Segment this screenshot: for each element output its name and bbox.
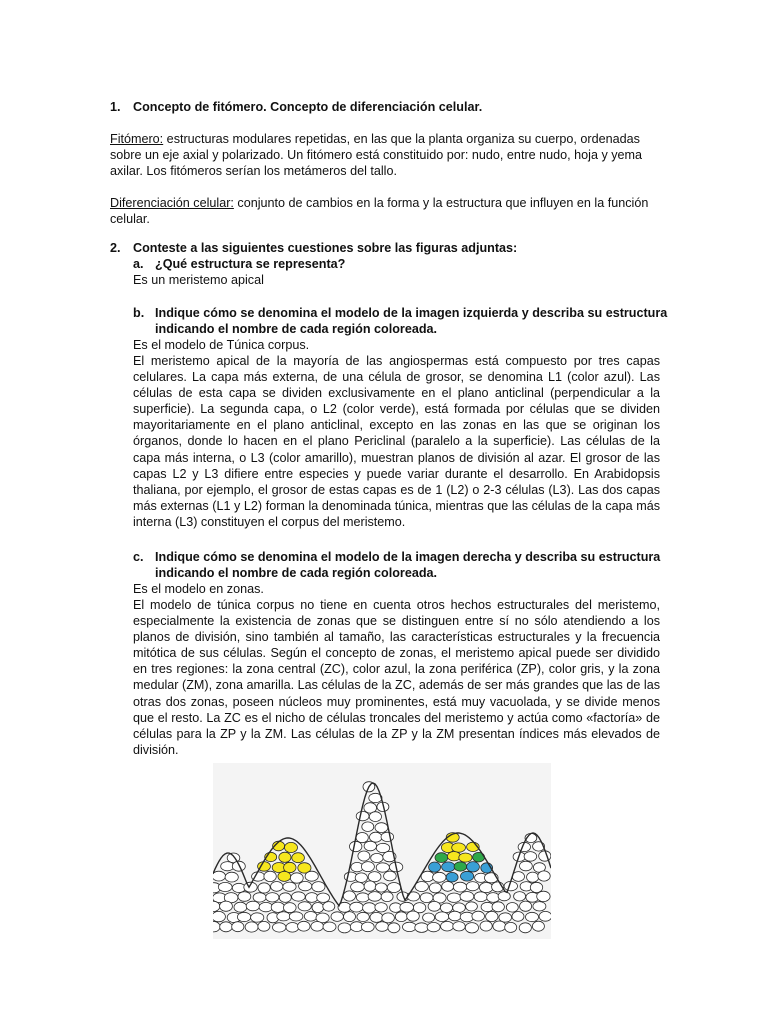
question-2-heading: Conteste a las siguientes cuestiones sobre las figuras adjuntas:: [133, 241, 518, 255]
cell: [537, 891, 550, 901]
cell: [289, 912, 303, 921]
cell: [530, 882, 542, 892]
cell: [533, 902, 546, 911]
cell: [520, 861, 533, 871]
cell: [311, 922, 324, 932]
cell: [370, 912, 383, 922]
cell: [283, 882, 296, 891]
cell: [447, 852, 460, 861]
cell: [376, 863, 389, 872]
cell: [279, 852, 291, 862]
cell: [355, 873, 367, 883]
cell: [292, 853, 305, 863]
cell: [259, 902, 273, 911]
question-b-line1: Indique cómo se denomina el modelo de la imagen izquierda y describa su estructura: [155, 306, 668, 320]
fitomero-definition: estructuras modulares repetidas, en las que la planta organiza su cuerpo, ordenadas sobre un eje axial y polarizado. Un fitómero está constituido por: nudo, entre nudo, hoja y yema axilar. Los fitómeros serían los metámeros del tallo.: [110, 132, 643, 179]
cell: [356, 811, 369, 820]
cell: [433, 872, 446, 882]
cell: [467, 862, 480, 872]
cell: [358, 851, 370, 861]
cell: [305, 871, 318, 881]
cell: [453, 882, 467, 892]
answer-c-body: El modelo de túnica corpus no tiene en cuenta otros hechos estructurales del meristemo, especialmente la existencia de zonas que se distinguen entre sí no sólo atendiendo a los planos de división, sino también al tamaño, las características estructurales y la frecuencia mitótica de sus células. Según el concepto de zonas, el meristemo apical puede ser dividido en tres regiones: la zona central (ZC), color azul, la zona periférica (ZP), color gris, y la zona medular (ZM), zona amarilla. Las células de la ZC, además de ser más grandes que las de las otras dos zonas, poseen núcleos muy prominentes, está muy vacuolada, y se divide menos que el resto. La ZC es el nicho de células troncales del meristemo y actúa como «factoría» de células para la ZP y la ZM. Las células de la ZP y la ZM presentan índices más elevados de división.: [133, 598, 660, 757]
cell: [220, 922, 233, 932]
cell: [357, 912, 369, 921]
cell: [350, 841, 362, 851]
cell: [420, 893, 433, 903]
cell: [368, 892, 381, 902]
cell: [351, 882, 365, 892]
cell: [539, 911, 551, 921]
question-1-number: 1.: [110, 100, 121, 114]
cell: [459, 853, 472, 862]
answer-a: Es un meristemo apical: [133, 273, 264, 287]
cell: [487, 893, 500, 903]
cell: [312, 882, 325, 892]
meristem-figure: [213, 763, 551, 939]
cell: [461, 871, 474, 881]
cell: [539, 851, 551, 861]
cell: [362, 822, 374, 832]
question-c-line1: Indique cómo se denomina el modelo de la imagen derecha y describa su estructura: [155, 550, 661, 564]
cell: [323, 902, 335, 912]
cell: [299, 881, 312, 890]
cell: [237, 912, 250, 921]
cell: [375, 883, 387, 892]
cell: [264, 871, 276, 881]
cell: [429, 862, 441, 872]
cell: [271, 902, 284, 912]
cell: [474, 892, 487, 902]
answer-b-body: El meristemo apical de la mayoría de las angiospermas está compuesto por tres capas celulares. La capa más externa, de una célula de grosor, se denomina L1 (color azul). Las células de esta capa se dividen exclusivamente en el plano anticlinal (perpendicular a la superficie). La segunda capa, o L2 (color verde), está formada por células que se dividen mayoritariamente en el plano anticlinal, excepto en las zonas en las que se originan los órganos, donde lo hacen en el plano Periclinal (paralelo a la superficie). Las células de la capa más interna, o L3 (color amarillo), muestran planos de división al azar. El grosor de las capas L2 y L3 difiere entre especies y puede variar durante el desarrollo. En Arabidopsis thaliana, por ejemplo, el grosor de estas capas es de 1 (L2) o 2-3 células (L3). Las dos capas más externas (L1 y L2) forman la denominada túnica, mientras que las células de la capa más interna (L3) constituyen el corpus del meristemo.: [133, 354, 660, 529]
cell: [290, 873, 303, 883]
cell: [213, 871, 226, 881]
cell: [493, 921, 506, 931]
cell: [306, 893, 319, 903]
fitomero-paragraph: [110, 131, 660, 179]
cell: [312, 903, 324, 913]
cell: [371, 853, 383, 862]
cell: [381, 832, 394, 841]
cell: [449, 911, 462, 921]
diferenciacion-paragraph: [110, 195, 660, 227]
cell: [442, 862, 455, 872]
cell: [331, 912, 343, 922]
cell: [538, 871, 550, 881]
cell: [253, 893, 266, 902]
cell: [298, 902, 311, 911]
cell: [356, 833, 368, 843]
question-b-letter: b.: [133, 306, 145, 320]
fitomero-term: Fitómero:: [110, 132, 164, 146]
cell: [364, 841, 376, 851]
cell: [382, 913, 395, 923]
question-2-number: 2.: [110, 241, 121, 255]
cell: [441, 921, 454, 931]
cell: [343, 891, 355, 901]
cell: [465, 923, 478, 933]
cell: [284, 903, 297, 913]
cell: [338, 923, 351, 933]
cell: [442, 882, 454, 892]
cell: [480, 921, 492, 931]
cell: [472, 911, 485, 921]
cell: [479, 883, 493, 893]
cell: [498, 892, 510, 901]
cell: [527, 872, 539, 882]
cell: [356, 893, 369, 902]
cell: [403, 922, 417, 931]
cell: [245, 922, 258, 932]
cell: [232, 922, 244, 932]
cell: [266, 893, 279, 902]
cell: [526, 912, 539, 921]
cell: [429, 883, 441, 893]
answer-b-intro: Es el modelo de Túnica corpus.: [133, 338, 310, 352]
cell: [350, 902, 364, 912]
cell: [395, 912, 407, 922]
cell: [435, 912, 449, 922]
cell: [234, 902, 247, 912]
cell: [304, 912, 317, 922]
cell: [375, 903, 387, 912]
cell: [285, 842, 298, 852]
cell: [258, 921, 270, 931]
cell: [251, 913, 264, 922]
cell: [519, 923, 531, 933]
cell: [292, 892, 306, 901]
cell: [273, 923, 286, 932]
cell: [454, 862, 467, 871]
question-c-line2: indicando el nombre de cada región coloreada.: [155, 566, 438, 580]
cell: [277, 912, 290, 921]
cell: [323, 922, 336, 932]
cell: [388, 923, 400, 933]
cell: [452, 843, 466, 852]
diferenciacion-term: Diferenciación celular:: [110, 196, 234, 210]
cell: [363, 903, 376, 913]
question-a-letter: a.: [133, 257, 144, 271]
cell: [369, 812, 381, 822]
cell: [505, 922, 517, 932]
cell: [368, 872, 381, 882]
cell: [213, 911, 225, 921]
cell: [427, 922, 440, 931]
cell: [423, 913, 435, 922]
cell: [400, 902, 414, 912]
cell: [440, 903, 452, 913]
cell: [225, 872, 238, 882]
cell: [446, 872, 458, 882]
cell: [453, 922, 465, 931]
question-b-line2: indicando el nombre de cada región coloreada.: [155, 322, 438, 336]
cell: [317, 893, 330, 902]
cell: [512, 912, 524, 922]
cell: [344, 912, 356, 922]
cell: [376, 922, 389, 932]
cell: [298, 921, 310, 931]
cell: [258, 883, 270, 893]
cell: [220, 901, 233, 911]
cell: [364, 881, 376, 891]
cell: [520, 901, 532, 911]
cell: [384, 871, 397, 881]
cell: [486, 911, 498, 921]
cell: [428, 901, 440, 911]
cell: [447, 893, 461, 902]
cell: [415, 923, 429, 933]
cell: [466, 902, 478, 911]
cell: [514, 892, 526, 901]
cell: [218, 882, 232, 891]
question-a-text: ¿Qué estructura se representa?: [155, 257, 346, 271]
cell: [387, 883, 400, 893]
cell: [286, 923, 299, 933]
cell: [492, 902, 504, 912]
cell: [278, 871, 291, 881]
cell: [361, 922, 374, 932]
cell: [532, 921, 544, 931]
diferenciacion-definition: conjunto de cambios en la forma y la estructura que influyen en la función celular.: [110, 196, 649, 227]
question-1-heading: Concepto de fitómero. Concepto de diferenciación celular.: [133, 100, 483, 114]
cell: [375, 823, 388, 833]
cell: [466, 882, 479, 891]
cell: [460, 892, 474, 902]
cell: [381, 892, 393, 902]
cell: [435, 853, 448, 863]
cell: [232, 861, 245, 871]
cell: [361, 862, 374, 872]
question-c-letter: c.: [133, 550, 144, 564]
cell: [506, 903, 518, 913]
cell: [524, 852, 537, 862]
cell: [238, 892, 251, 902]
cell: [370, 832, 382, 842]
cell: [279, 893, 291, 903]
cell: [246, 901, 259, 911]
answer-c-intro: Es el modelo en zonas.: [133, 582, 264, 596]
cell: [271, 882, 283, 892]
cell: [407, 911, 420, 921]
